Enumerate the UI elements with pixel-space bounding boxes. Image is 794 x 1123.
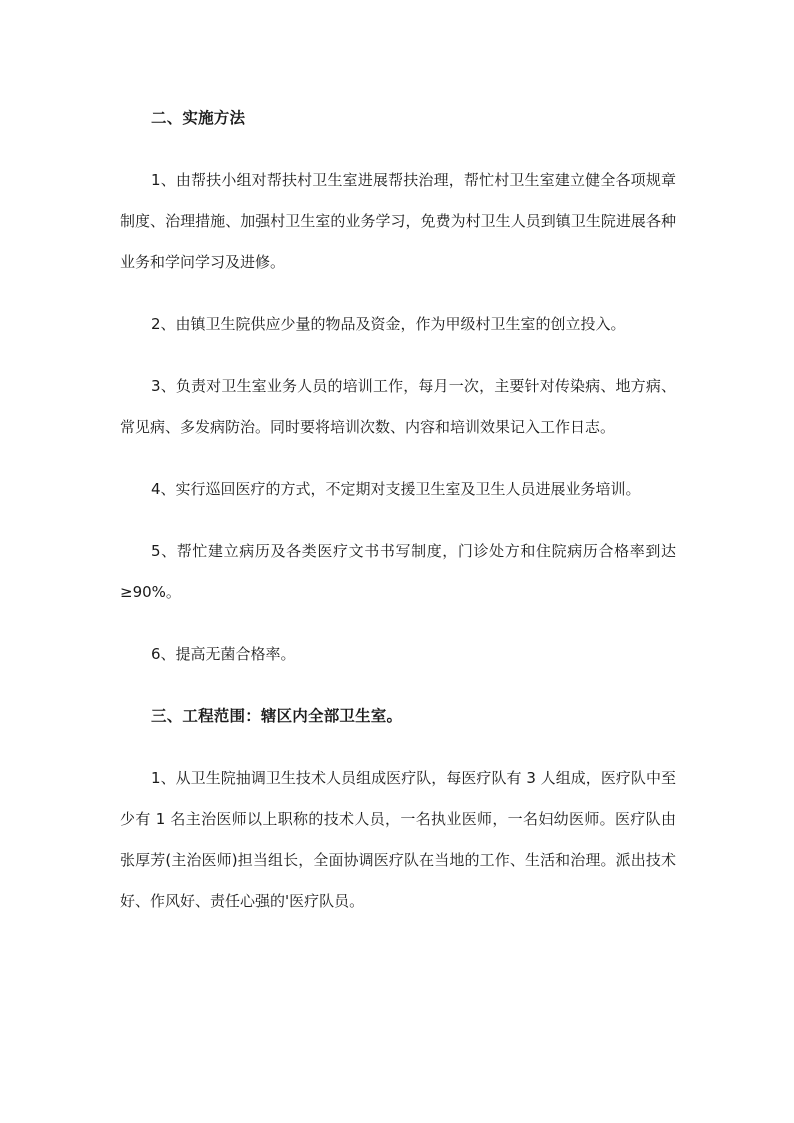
paragraph-item-2: 2、由镇卫生院供应少量的物品及资金，作为甲级村卫生室的创立投入。: [151, 315, 626, 333]
document-body: [120, 98, 676, 922]
paragraph-scope-item-1: 1、从卫生院抽调卫生技术人员组成医疗队，每医疗队有 3 人组成，医疗队中至少有 1 名主治医师以上职称的技术人员，一名执业医师，一名妇幼医师。医疗队由张厚芳(主治医师)担当组长，全面协调医疗队在当地的工作、生活和治理。派出技术好、作风好、责任心强的'医疗队员。: [120, 769, 676, 910]
paragraph-item-5: 5、帮忙建立病历及各类医疗文书书写制度，门诊处方和住院病历合格率到达≥90%。: [120, 542, 676, 601]
section-heading-implementation-methods: 二、实施方法: [151, 109, 246, 127]
paragraph-item-3: 3、负责对卫生室业务人员的培训工作，每月一次，主要针对传染病、地方病、常见病、多发病防治。同时要将培训次数、内容和培训效果记入工作日志。: [120, 377, 676, 436]
section-heading-project-scope: 三、工程范围：辖区内全部卫生室。: [151, 707, 403, 725]
paragraph-item-6: 6、提高无菌合格率。: [151, 645, 296, 663]
paragraph-item-1: 1、由帮扶小组对帮扶村卫生室进展帮扶治理，帮忙村卫生室建立健全各项规章制度、治理措施、加强村卫生室的业务学习，免费为村卫生人员到镇卫生院进展各种业务和学问学习及进修。: [120, 171, 676, 271]
paragraph-item-4: 4、实行巡回医疗的方式，不定期对支援卫生室及卫生人员进展业务培训。: [151, 480, 641, 498]
